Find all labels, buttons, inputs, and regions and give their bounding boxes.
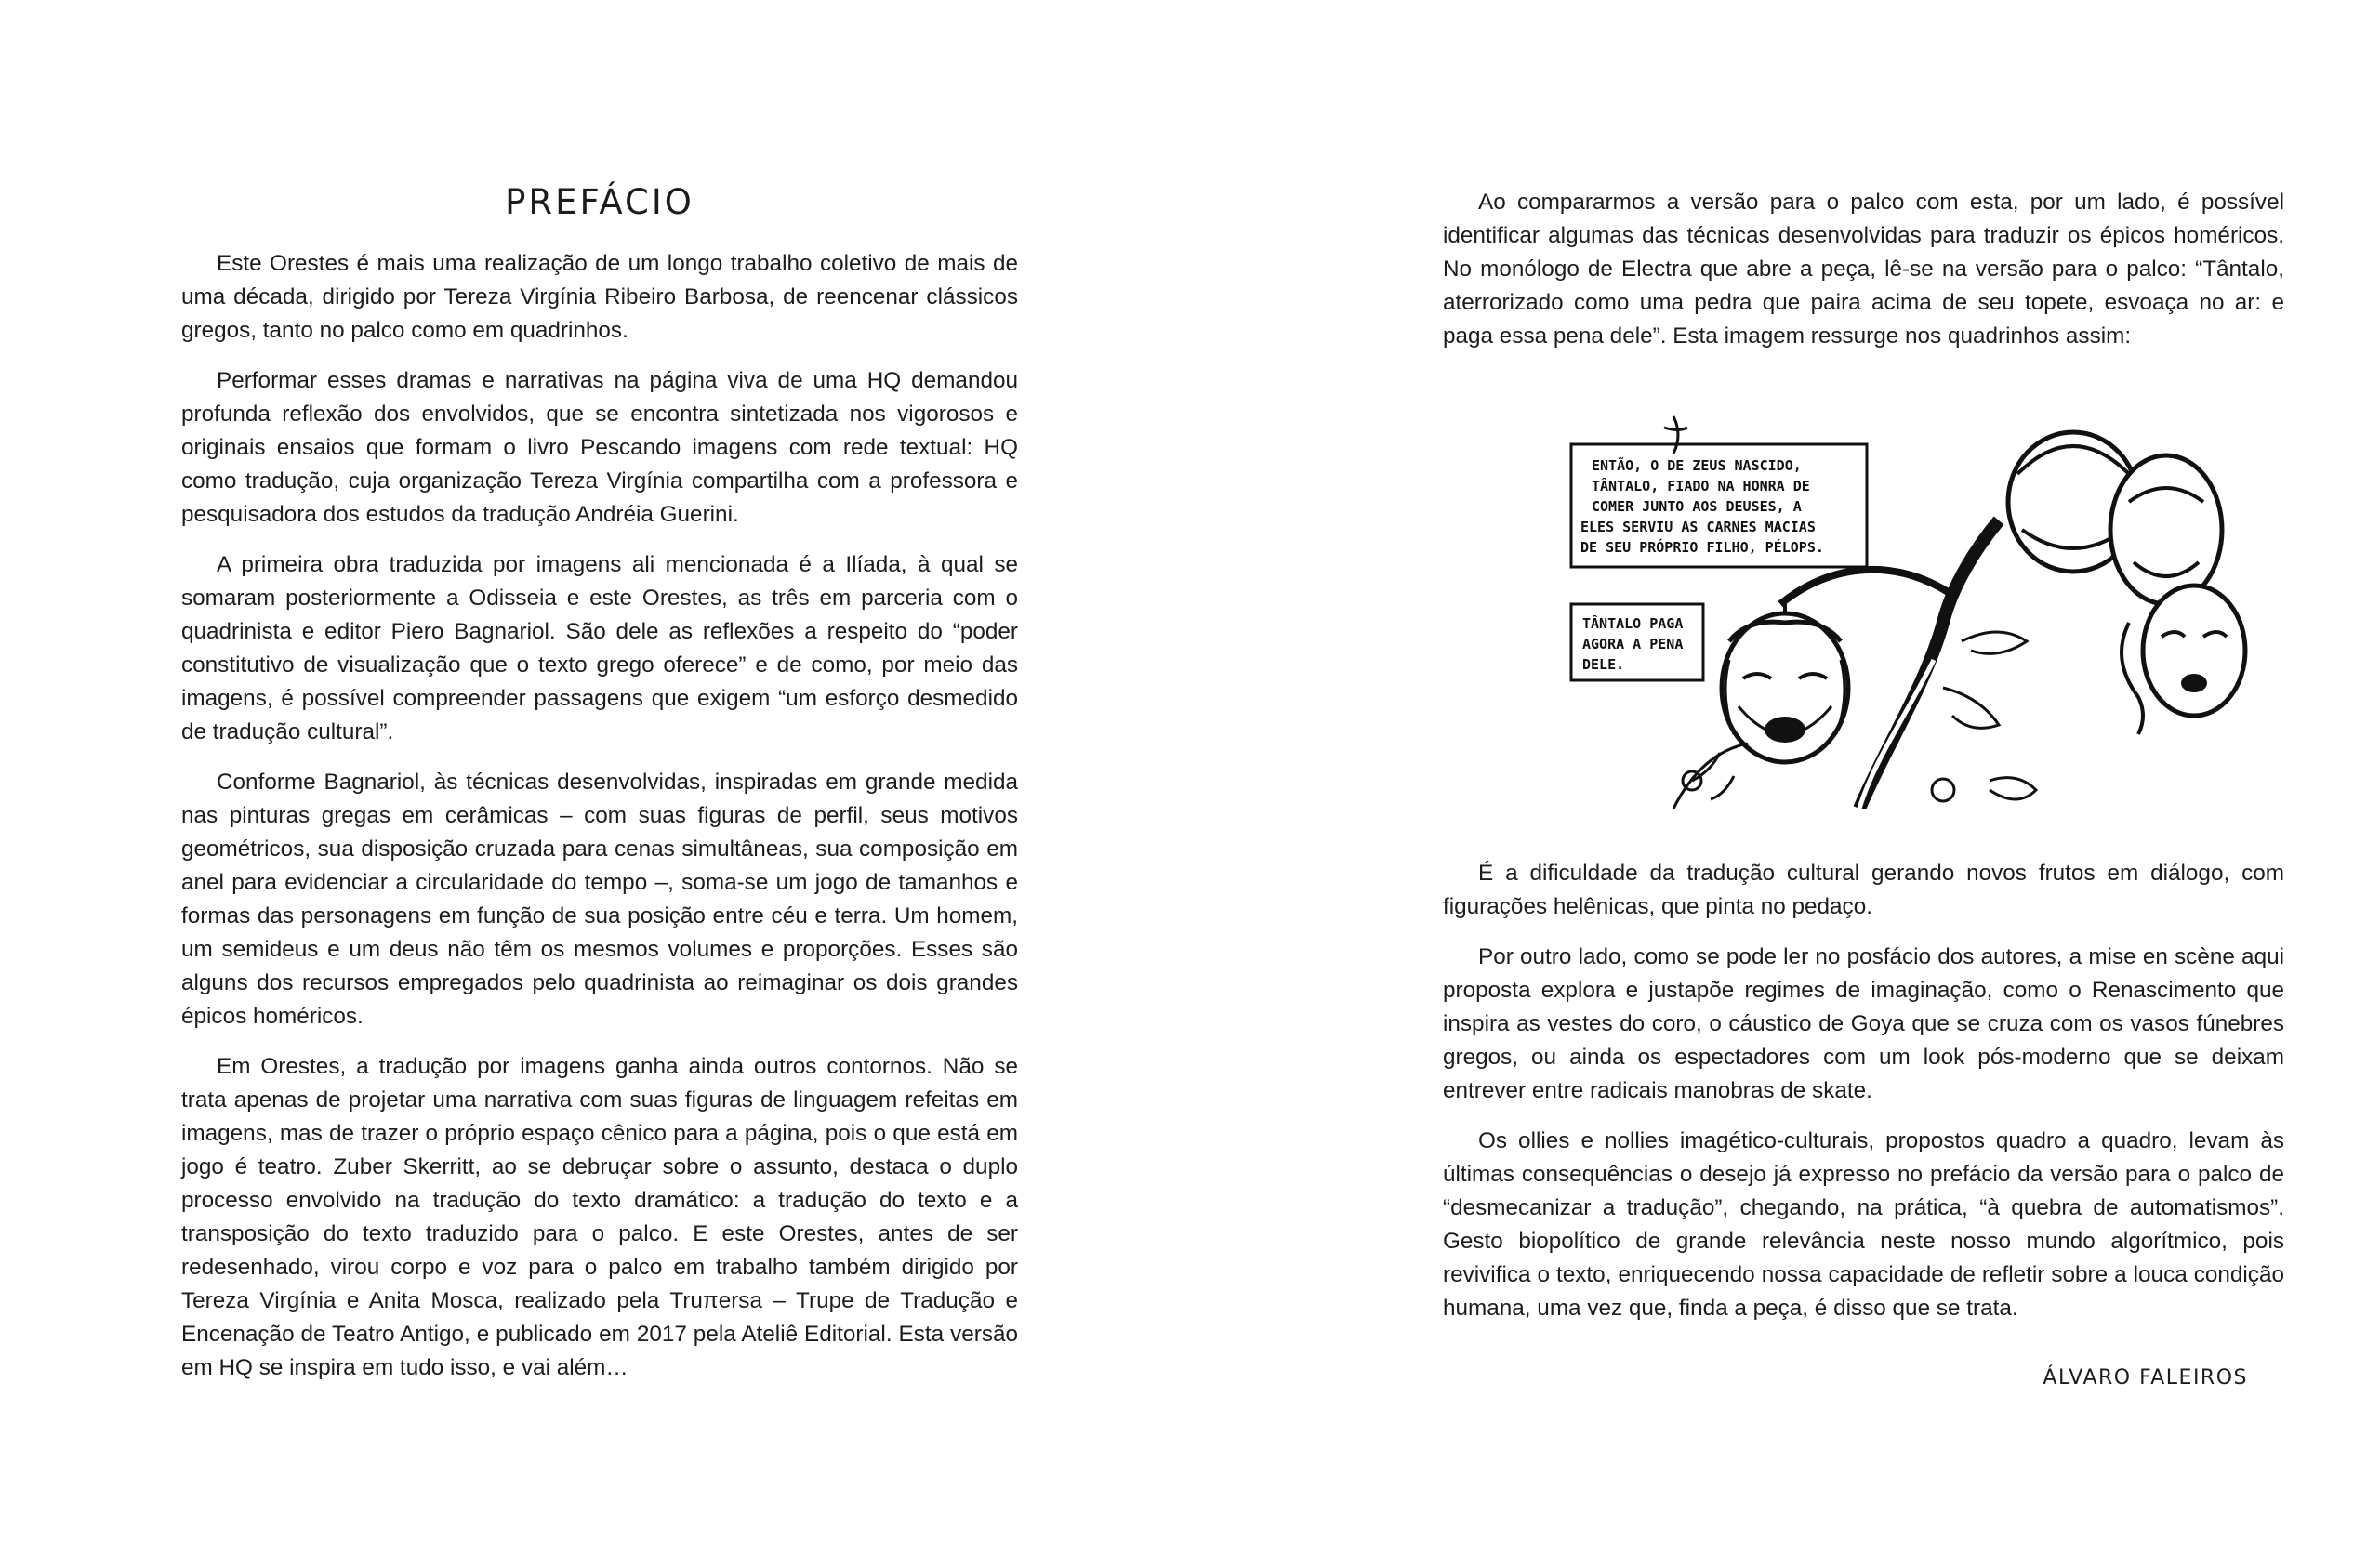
caption-1-line: COMER JUNTO AOS DEUSES, A bbox=[1592, 498, 1802, 515]
preface-text-left bbox=[181, 247, 1018, 1402]
caption-2-line: AGORA A PENA bbox=[1582, 636, 1684, 652]
right-page bbox=[1190, 0, 2380, 1567]
author-signature: ÁLVARO FALEIROS bbox=[2043, 1366, 2248, 1389]
tantalus-tree-drawing bbox=[1553, 409, 2278, 809]
preface-text-right-top bbox=[1443, 186, 2284, 370]
paragraph: Os ollies e nollies imagético-culturais, propostos quadro a quadro, levam às últimas consequências o desejo já expresso no prefácio da versão para o palco de “desmecanizar a tradução”, chegando, na prática, “à quebra de automatismos”. Gesto biopolítico de grande relevância neste nosso mundo algorítmico, pois revivifica o texto, enriquecendo nossa capacidade de refletir sobre a louca condição humana, uma vez que, finda a peça, é disso que se trata. bbox=[1443, 1128, 2284, 1321]
caption-1-line: DE SEU PRÓPRIO FILHO, PÉLOPS. bbox=[1580, 539, 1824, 556]
paragraph: Performar esses dramas e narrativas na página viva de uma HQ demandou profunda reflexão dos envolvidos, que se encontra sintetizada nos vigorosos e originais ensaios que formam o livro Pescando imagens com rede textual: HQ como tradução, cuja organização Tereza Virgínia compartilha com a professora e pesquisadora dos estudos da tradução Andréia Guerini. bbox=[181, 368, 1018, 527]
paragraph: Por outro lado, como se pode ler no posfácio dos autores, a mise en scène aqui proposta explora e justapõe regimes de imaginação, como o Renascimento que inspira as vestes do coro, o cáustico de Goya que se cruza com os vasos fúnebres gregos, ou ainda os espectadores com um look pós-moderno que se deixam entrever entre radicais manobras de skate. bbox=[1443, 944, 2284, 1103]
branch bbox=[1780, 570, 1952, 604]
paragraph: Conforme Bagnariol, às técnicas desenvolvidas, inspiradas em grande medida nas pinturas gregas em cerâmicas – com suas figuras de perfil, seus motivos geométricos, sua disposição cruzada para cenas simultâneas, sua composição em anel para evidenciar a circularidade do tempo –, soma-se um jogo de tamanhos e formas das personagens em função de sua posição entre céu e terra. Um homem, um semideus e um deus não têm os mesmos volumes e proporções. Esses são alguns dos recursos empregados pelo quadrinista ao reimaginar os dois grandes épicos homéricos. bbox=[181, 770, 1018, 1029]
tantalus-head bbox=[1722, 613, 1848, 762]
theater-masks bbox=[2008, 432, 2245, 734]
comic-panel-illustration bbox=[1553, 409, 2278, 809]
preface-text-right-bottom bbox=[1443, 857, 2284, 1342]
page-title: PREFÁCIO bbox=[505, 182, 694, 222]
paragraph: A primeira obra traduzida por imagens ali mencionada é a Ilíada, à qual se somaram posteriormente a Odisseia e este Orestes, as três em parceria com o quadrinista e editor Piero Bagnariol. São dele as reflexões a respeito do “poder constitutivo de visualização que o texto grego oferece” e de como, por meio das imagens, é possível compreender passagens que exigem “um esforço desmedido de tradução cultural”. bbox=[181, 552, 1018, 744]
caption-2-line: DELE. bbox=[1582, 656, 1625, 673]
paragraph: Este Orestes é mais uma realização de um longo trabalho coletivo de mais de uma década, dirigido por Tereza Virgínia Ribeiro Barbosa, de reencenar clássicos gregos, tanto no palco como em quadrinhos. bbox=[181, 251, 1018, 343]
caption-1-line: ELES SERVIU AS CARNES MACIAS bbox=[1580, 519, 1816, 535]
caption-2-line: TÂNTALO PAGA bbox=[1582, 615, 1684, 632]
paragraph: É a dificuldade da tradução cultural gerando novos frutos em diálogo, com figurações helênicas, que pinta no pedaço. bbox=[1443, 861, 2284, 919]
caption-1-line: TÂNTALO, FIADO NA HONRA DE bbox=[1592, 478, 1810, 494]
caption-1-line: ENTÃO, O DE ZEUS NASCIDO, bbox=[1592, 457, 1802, 474]
paragraph: Ao compararmos a versão para o palco com esta, por um lado, é possível identificar algumas das técnicas desenvolvidas para traduzir os épicos homéricos. No monólogo de Electra que abre a peça, lê-se na versão para o palco: “Tântalo, aterrorizado como uma pedra que paira acima de seu topete, esvoaça no ar: e paga essa pena dele”. Esta imagem ressurge nos quadrinhos assim: bbox=[1443, 190, 2284, 349]
paragraph: Em Orestes, a tradução por imagens ganha ainda outros contornos. Não se trata apenas de projetar uma narrativa com suas figuras de linguagem refeitas em imagens, mas de trazer o próprio espaço cênico para a página, pois o que está em jogo é teatro. Zuber Skerritt, ao se debruçar sobre o assunto, destaca o duplo processo envolvido na tradução do texto dramático: a tradução do texto e a transposição do texto traduzido para o palco. E este Orestes, antes de ser redesenhado, virou corpo e voz para o palco em trabalho também dirigido por Tereza Virgínia e Anita Mosca, realizado pela Truπersa – Trupe de Tradução e Encenação de Teatro Antigo, e publicado em 2017 pela Ateliê Editorial. Esta versão em HQ se inspira em tudo isso, e vai além… bbox=[181, 1054, 1018, 1380]
